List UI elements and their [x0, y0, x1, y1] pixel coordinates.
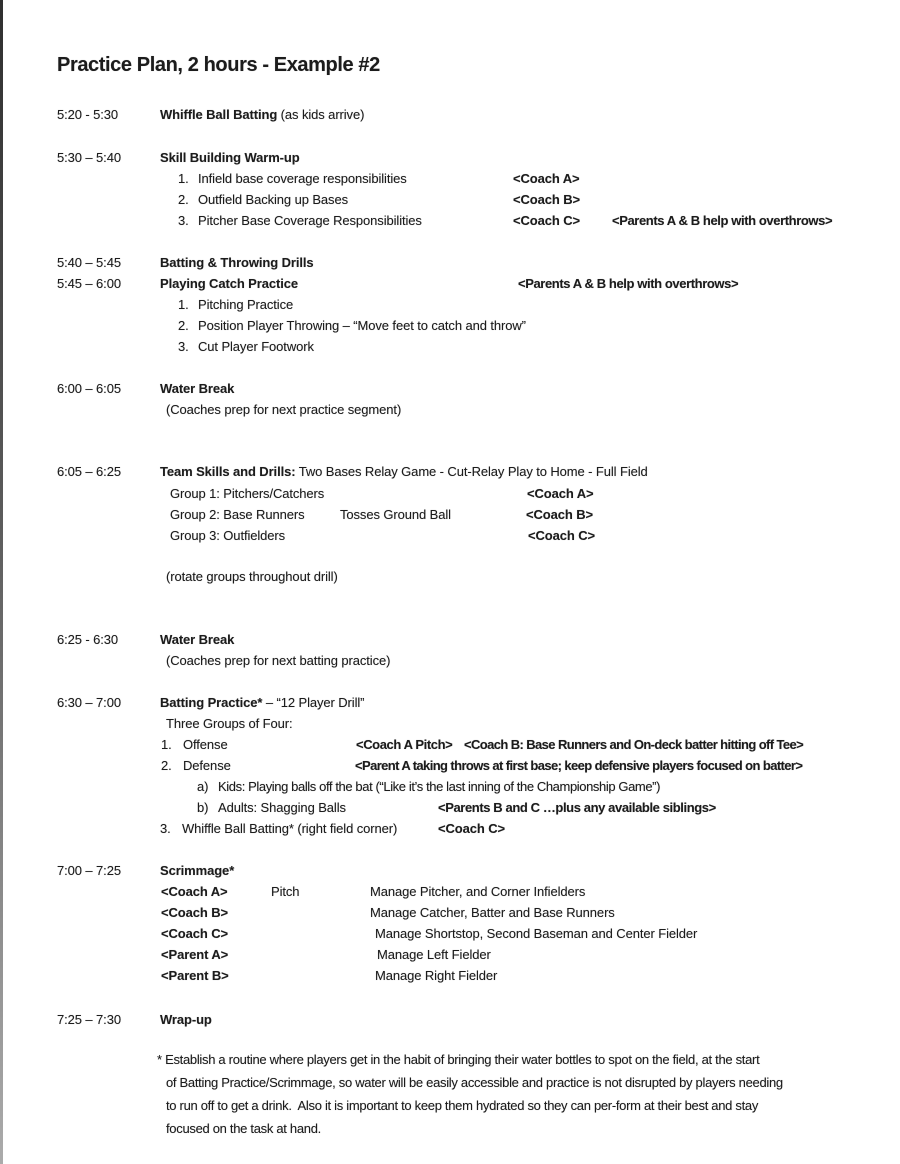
- list-item-text: Position Player Throwing – “Move feet to catch and throw”: [198, 318, 526, 333]
- list-item-text: Pitcher Base Coverage Responsibilities: [198, 213, 422, 228]
- schedule-row-whiffle: [0, 105, 900, 125]
- footnote-text: to run off to get a drink. Also it is important to keep them hydrated so they can per-form at their best and stay: [166, 1098, 759, 1113]
- assignment-detail: Pitch: [271, 884, 300, 899]
- assignment-row: [0, 924, 900, 944]
- activity-note-row: [0, 651, 900, 671]
- activity-title: Wrap-up: [160, 1012, 212, 1027]
- time-label: 6:25 - 6:30: [57, 632, 119, 647]
- activity-title: Team Skills and Drills:: [160, 464, 296, 479]
- assignment-row: [0, 903, 900, 923]
- group-row: [0, 526, 900, 546]
- time-label: 5:30 – 5:40: [57, 150, 121, 165]
- coach-tag: <Coach C>: [513, 213, 581, 228]
- list-item-number: 3.: [178, 339, 189, 354]
- list-item-number: a): [197, 779, 209, 794]
- list-item: [0, 756, 900, 776]
- list-item-number: 1.: [178, 171, 189, 186]
- schedule-row-wrap-up: [0, 1010, 900, 1030]
- list-item: [0, 316, 900, 336]
- time-label: 5:45 – 6:00: [57, 276, 121, 291]
- parents-tag: <Parents A & B help with overthrows>: [612, 213, 833, 228]
- activity-title: Whiffle Ball Batting: [160, 107, 278, 122]
- list-item: [0, 190, 900, 210]
- assignment-role: Manage Shortstop, Second Baseman and Center Fielder: [375, 926, 698, 941]
- activity-title: Water Break: [160, 632, 235, 647]
- activity-title-group: [160, 105, 364, 125]
- schedule-row-team-skills: [0, 462, 900, 482]
- list-item: [0, 295, 900, 315]
- group-label: Group 1: Pitchers/Catchers: [170, 486, 325, 501]
- coach-tag: <Coach B: Base Runners and On-deck batter hitting off Tee>: [464, 737, 804, 752]
- footnote-line: [0, 1096, 900, 1116]
- activity-title: Batting Practice*: [160, 695, 263, 710]
- list-item-text: Whiffle Ball Batting* (right field corner): [182, 821, 398, 836]
- parent-tag: <Parent A taking throws at first base; keep defensive players focused on batter>: [355, 758, 803, 773]
- list-item-text: Outfield Backing up Bases: [198, 192, 348, 207]
- activity-title-group: [160, 462, 648, 482]
- activity-note: (Coaches prep for next batting practice): [166, 653, 391, 668]
- coach-tag: <Coach B>: [526, 507, 594, 522]
- schedule-row-scrimmage: [0, 861, 900, 881]
- activity-note: (rotate groups throughout drill): [166, 569, 338, 584]
- time-label: 6:30 – 7:00: [57, 695, 121, 710]
- activity-intro: Three Groups of Four:: [166, 716, 293, 731]
- assignment-row: [0, 945, 900, 965]
- time-label: 7:00 – 7:25: [57, 863, 121, 878]
- schedule-row-playing-catch: [0, 274, 900, 294]
- list-item-number: 2.: [178, 318, 189, 333]
- assignment-role: Manage Pitcher, and Corner Infielders: [370, 884, 586, 899]
- list-item-number: 2.: [178, 192, 189, 207]
- assignment-role: Manage Catcher, Batter and Base Runners: [370, 905, 615, 920]
- activity-title: Playing Catch Practice: [160, 276, 298, 291]
- group-row: [0, 505, 900, 525]
- list-item-number: 1.: [161, 737, 172, 752]
- list-item: [0, 819, 900, 839]
- list-item-number: 3.: [160, 821, 171, 836]
- list-item-text: Offense: [183, 737, 228, 752]
- group-detail: Tosses Ground Ball: [340, 507, 451, 522]
- activity-title-group: [160, 693, 364, 713]
- schedule-row-water-break-2: [0, 630, 900, 650]
- list-item: [0, 337, 900, 357]
- coach-tag: <Coach A>: [513, 171, 580, 186]
- coach-tag: <Coach A>: [527, 486, 594, 501]
- footnote-text: * Establish a routine where players get in the habit of bringing their water bottles to spot on the field, at the start: [157, 1052, 760, 1067]
- footnote-line: [0, 1050, 900, 1070]
- schedule-row-skill-building: [0, 148, 900, 168]
- time-label: 7:25 – 7:30: [57, 1012, 121, 1027]
- time-label: 5:40 – 5:45: [57, 255, 121, 270]
- parents-tag: <Parents B and C …plus any available siblings>: [438, 800, 716, 815]
- time-label: 6:00 – 6:05: [57, 381, 121, 396]
- footnote-text: focused on the task at hand.: [166, 1121, 321, 1136]
- list-item-number: 2.: [161, 758, 172, 773]
- schedule-row-batting-throwing: [0, 253, 900, 273]
- coach-tag: <Coach B>: [161, 905, 229, 920]
- parent-tag: <Parent A>: [161, 947, 229, 962]
- activity-note-row: [0, 567, 900, 587]
- parent-tag: <Parent B>: [161, 968, 229, 983]
- list-subitem: [0, 798, 900, 818]
- schedule-row-water-break-1: [0, 379, 900, 399]
- list-item-text: Defense: [183, 758, 231, 773]
- page-title: Practice Plan, 2 hours - Example #2: [57, 54, 380, 76]
- group-label: Group 2: Base Runners: [170, 507, 305, 522]
- footnote-line: [0, 1119, 900, 1139]
- list-item-number: 1.: [178, 297, 189, 312]
- activity-title: Water Break: [160, 381, 235, 396]
- activity-intro-row: [0, 714, 900, 734]
- coach-tag: <Coach B>: [513, 192, 581, 207]
- activity-title: Scrimmage*: [160, 863, 235, 878]
- activity-suffix: (as kids arrive): [277, 107, 365, 122]
- list-item-number: 3.: [178, 213, 189, 228]
- activity-suffix: – “12 Player Drill”: [262, 695, 365, 710]
- assignment-row: [0, 966, 900, 986]
- list-item-text: Adults: Shagging Balls: [218, 800, 346, 815]
- parents-tag: <Parents A & B help with overthrows>: [518, 276, 739, 291]
- time-label: 6:05 – 6:25: [57, 464, 121, 479]
- activity-title: Skill Building Warm-up: [160, 150, 300, 165]
- assignment-row: [0, 882, 900, 902]
- activity-note: (Coaches prep for next practice segment): [166, 402, 402, 417]
- list-item-text: Cut Player Footwork: [198, 339, 314, 354]
- group-label: Group 3: Outfielders: [170, 528, 286, 543]
- coach-tag: <Coach C>: [161, 926, 229, 941]
- list-item: [0, 169, 900, 189]
- list-subitem: [0, 777, 900, 797]
- time-label: 5:20 - 5:30: [57, 107, 119, 122]
- coach-tag: <Coach C>: [528, 528, 596, 543]
- group-row: [0, 484, 900, 504]
- activity-suffix: Two Bases Relay Game - Cut-Relay Play to Home - Full Field: [295, 464, 648, 479]
- coach-tag: <Coach C>: [438, 821, 506, 836]
- list-item-text: Infield base coverage responsibilities: [198, 171, 407, 186]
- coach-tag: <Coach A>: [161, 884, 228, 899]
- activity-title: Batting & Throwing Drills: [160, 255, 314, 270]
- footnote-line: [0, 1073, 900, 1093]
- list-item-number: b): [197, 800, 209, 815]
- list-item-text: Pitching Practice: [198, 297, 294, 312]
- coach-tag: <Coach A Pitch>: [356, 737, 453, 752]
- activity-note-row: [0, 400, 900, 420]
- title-row: [0, 52, 900, 78]
- assignment-role: Manage Right Fielder: [375, 968, 498, 983]
- assignment-role: Manage Left Fielder: [377, 947, 491, 962]
- list-item-text: Kids: Playing balls off the bat (“Like it’s the last inning of the Championship Game”): [218, 779, 661, 794]
- list-item: [0, 211, 900, 231]
- schedule-row-batting-practice: [0, 693, 900, 713]
- footnote-text: of Batting Practice/Scrimmage, so water will be easily accessible and practice is not disrupted by players needing: [166, 1075, 783, 1090]
- list-item: [0, 735, 900, 755]
